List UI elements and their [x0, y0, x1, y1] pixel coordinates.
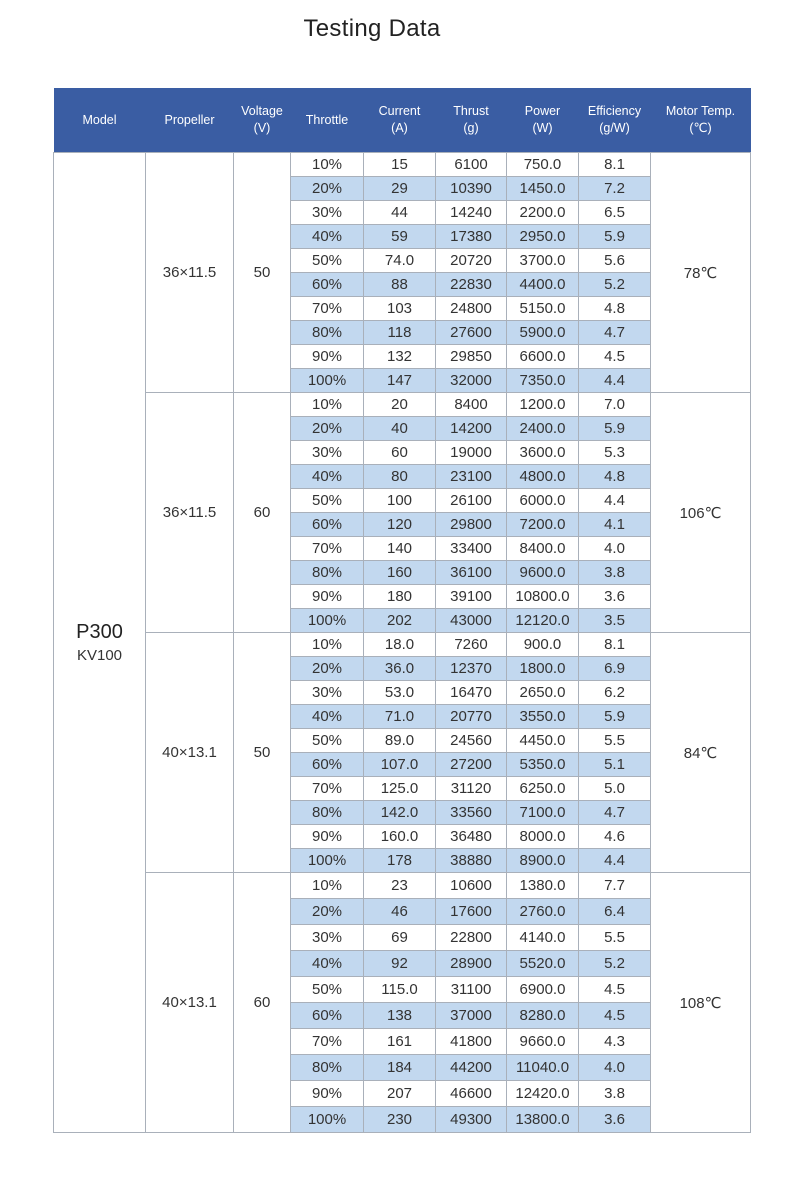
thrust-cell: 24560	[436, 729, 507, 753]
power-cell: 2650.0	[507, 681, 579, 705]
testing-data-table	[53, 88, 751, 1133]
power-cell: 12120.0	[507, 609, 579, 633]
current-cell: 60	[364, 441, 436, 465]
current-cell: 29	[364, 177, 436, 201]
throttle-cell: 70%	[291, 537, 364, 561]
motor-temp-cell: 78℃	[651, 153, 751, 393]
throttle-cell: 90%	[291, 1081, 364, 1107]
power-cell: 10800.0	[507, 585, 579, 609]
efficiency-cell: 4.0	[579, 1055, 651, 1081]
throttle-cell: 80%	[291, 801, 364, 825]
thrust-cell: 29850	[436, 345, 507, 369]
power-cell: 1800.0	[507, 657, 579, 681]
thrust-cell: 24800	[436, 297, 507, 321]
current-cell: 103	[364, 297, 436, 321]
thrust-cell: 32000	[436, 369, 507, 393]
efficiency-cell: 4.1	[579, 513, 651, 537]
thrust-cell: 14240	[436, 201, 507, 225]
current-cell: 161	[364, 1029, 436, 1055]
thrust-cell: 33400	[436, 537, 507, 561]
efficiency-cell: 3.5	[579, 609, 651, 633]
throttle-cell: 100%	[291, 849, 364, 873]
efficiency-cell: 4.4	[579, 369, 651, 393]
throttle-cell: 40%	[291, 465, 364, 489]
throttle-cell: 20%	[291, 899, 364, 925]
thrust-cell: 16470	[436, 681, 507, 705]
efficiency-cell: 8.1	[579, 633, 651, 657]
current-cell: 46	[364, 899, 436, 925]
propeller-cell: 36×11.5	[146, 153, 234, 393]
model-cell	[54, 153, 146, 1133]
current-cell: 18.0	[364, 633, 436, 657]
efficiency-cell: 3.8	[579, 1081, 651, 1107]
throttle-cell: 80%	[291, 1055, 364, 1081]
power-cell: 4450.0	[507, 729, 579, 753]
thrust-cell: 46600	[436, 1081, 507, 1107]
current-cell: 118	[364, 321, 436, 345]
efficiency-cell: 5.9	[579, 417, 651, 441]
efficiency-cell: 5.1	[579, 753, 651, 777]
power-cell: 4140.0	[507, 925, 579, 951]
current-cell: 207	[364, 1081, 436, 1107]
efficiency-cell: 4.8	[579, 465, 651, 489]
page-title: Testing Data	[303, 15, 441, 42]
throttle-cell: 30%	[291, 201, 364, 225]
thrust-cell: 12370	[436, 657, 507, 681]
power-cell: 5150.0	[507, 297, 579, 321]
efficiency-cell: 4.8	[579, 297, 651, 321]
header-power: Power (W)	[507, 88, 579, 153]
efficiency-cell: 5.5	[579, 729, 651, 753]
current-cell: 80	[364, 465, 436, 489]
power-cell: 11040.0	[507, 1055, 579, 1081]
thrust-cell: 44200	[436, 1055, 507, 1081]
thrust-cell: 33560	[436, 801, 507, 825]
current-cell: 202	[364, 609, 436, 633]
voltage-cell: 50	[234, 633, 291, 873]
thrust-cell: 36480	[436, 825, 507, 849]
efficiency-cell: 4.4	[579, 489, 651, 513]
thrust-cell: 14200	[436, 417, 507, 441]
header-voltage: Voltage (V)	[234, 88, 291, 153]
throttle-cell: 70%	[291, 1029, 364, 1055]
propeller-cell: 40×13.1	[146, 873, 234, 1133]
thrust-cell: 22800	[436, 925, 507, 951]
current-cell: 20	[364, 393, 436, 417]
throttle-cell: 80%	[291, 561, 364, 585]
throttle-cell: 30%	[291, 681, 364, 705]
current-cell: 36.0	[364, 657, 436, 681]
current-cell: 180	[364, 585, 436, 609]
efficiency-cell: 4.5	[579, 345, 651, 369]
model-kv: KV100	[76, 646, 123, 664]
thrust-cell: 31120	[436, 777, 507, 801]
current-cell: 138	[364, 1003, 436, 1029]
current-cell: 89.0	[364, 729, 436, 753]
throttle-cell: 10%	[291, 633, 364, 657]
thrust-cell: 17600	[436, 899, 507, 925]
current-cell: 88	[364, 273, 436, 297]
efficiency-cell: 7.7	[579, 873, 651, 899]
power-cell: 3700.0	[507, 249, 579, 273]
thrust-cell: 17380	[436, 225, 507, 249]
throttle-cell: 30%	[291, 441, 364, 465]
thrust-cell: 26100	[436, 489, 507, 513]
current-cell: 115.0	[364, 977, 436, 1003]
thrust-cell: 27600	[436, 321, 507, 345]
power-cell: 1380.0	[507, 873, 579, 899]
thrust-cell: 36100	[436, 561, 507, 585]
current-cell: 140	[364, 537, 436, 561]
model-name: P300	[76, 620, 123, 643]
throttle-cell: 70%	[291, 297, 364, 321]
current-cell: 132	[364, 345, 436, 369]
throttle-cell: 10%	[291, 393, 364, 417]
current-cell: 53.0	[364, 681, 436, 705]
power-cell: 7100.0	[507, 801, 579, 825]
current-cell: 142.0	[364, 801, 436, 825]
throttle-cell: 100%	[291, 369, 364, 393]
throttle-cell: 100%	[291, 609, 364, 633]
power-cell: 2400.0	[507, 417, 579, 441]
power-cell: 8400.0	[507, 537, 579, 561]
power-cell: 8900.0	[507, 849, 579, 873]
throttle-cell: 90%	[291, 825, 364, 849]
current-cell: 100	[364, 489, 436, 513]
current-cell: 15	[364, 153, 436, 177]
throttle-cell: 20%	[291, 177, 364, 201]
throttle-cell: 70%	[291, 777, 364, 801]
current-cell: 40	[364, 417, 436, 441]
voltage-cell: 50	[234, 153, 291, 393]
power-cell: 4400.0	[507, 273, 579, 297]
motor-temp-cell: 106℃	[651, 393, 751, 633]
power-cell: 5520.0	[507, 951, 579, 977]
throttle-cell: 20%	[291, 657, 364, 681]
thrust-cell: 31100	[436, 977, 507, 1003]
current-cell: 107.0	[364, 753, 436, 777]
power-cell: 7350.0	[507, 369, 579, 393]
power-cell: 2760.0	[507, 899, 579, 925]
propeller-cell: 36×11.5	[146, 393, 234, 633]
efficiency-cell: 3.6	[579, 585, 651, 609]
power-cell: 8000.0	[507, 825, 579, 849]
efficiency-cell: 6.9	[579, 657, 651, 681]
throttle-cell: 20%	[291, 417, 364, 441]
power-cell: 750.0	[507, 153, 579, 177]
thrust-cell: 49300	[436, 1107, 507, 1133]
power-cell: 9600.0	[507, 561, 579, 585]
table-header-row	[54, 88, 751, 153]
current-cell: 178	[364, 849, 436, 873]
throttle-cell: 40%	[291, 705, 364, 729]
efficiency-cell: 4.3	[579, 1029, 651, 1055]
header-throttle: Throttle	[291, 88, 364, 153]
throttle-cell: 10%	[291, 873, 364, 899]
motor-temp-cell: 84℃	[651, 633, 751, 873]
thrust-cell: 37000	[436, 1003, 507, 1029]
thrust-cell: 20770	[436, 705, 507, 729]
current-cell: 125.0	[364, 777, 436, 801]
efficiency-cell: 3.6	[579, 1107, 651, 1133]
efficiency-cell: 5.9	[579, 705, 651, 729]
efficiency-cell: 4.7	[579, 321, 651, 345]
header-efficiency: Efficiency (g/W)	[579, 88, 651, 153]
throttle-cell: 60%	[291, 753, 364, 777]
throttle-cell: 100%	[291, 1107, 364, 1133]
table-body	[54, 153, 751, 1133]
header-current: Current (A)	[364, 88, 436, 153]
power-cell: 9660.0	[507, 1029, 579, 1055]
throttle-cell: 40%	[291, 951, 364, 977]
current-cell: 120	[364, 513, 436, 537]
power-cell: 2950.0	[507, 225, 579, 249]
power-cell: 6000.0	[507, 489, 579, 513]
current-cell: 160	[364, 561, 436, 585]
efficiency-cell: 6.2	[579, 681, 651, 705]
thrust-cell: 7260	[436, 633, 507, 657]
efficiency-cell: 4.7	[579, 801, 651, 825]
power-cell: 6250.0	[507, 777, 579, 801]
thrust-cell: 10390	[436, 177, 507, 201]
efficiency-cell: 6.4	[579, 899, 651, 925]
power-cell: 5350.0	[507, 753, 579, 777]
throttle-cell: 40%	[291, 225, 364, 249]
efficiency-cell: 5.6	[579, 249, 651, 273]
throttle-cell: 10%	[291, 153, 364, 177]
throttle-cell: 90%	[291, 345, 364, 369]
throttle-cell: 50%	[291, 489, 364, 513]
current-cell: 160.0	[364, 825, 436, 849]
propeller-cell: 40×13.1	[146, 633, 234, 873]
current-cell: 147	[364, 369, 436, 393]
throttle-cell: 80%	[291, 321, 364, 345]
thrust-cell: 39100	[436, 585, 507, 609]
efficiency-cell: 4.0	[579, 537, 651, 561]
efficiency-cell: 7.2	[579, 177, 651, 201]
thrust-cell: 27200	[436, 753, 507, 777]
current-cell: 23	[364, 873, 436, 899]
power-cell: 1450.0	[507, 177, 579, 201]
power-cell: 13800.0	[507, 1107, 579, 1133]
power-cell: 900.0	[507, 633, 579, 657]
power-cell: 6600.0	[507, 345, 579, 369]
throttle-cell: 60%	[291, 1003, 364, 1029]
thrust-cell: 28900	[436, 951, 507, 977]
current-cell: 230	[364, 1107, 436, 1133]
table-row	[54, 393, 751, 417]
power-cell: 3600.0	[507, 441, 579, 465]
throttle-cell: 60%	[291, 273, 364, 297]
throttle-cell: 50%	[291, 729, 364, 753]
throttle-cell: 90%	[291, 585, 364, 609]
thrust-cell: 20720	[436, 249, 507, 273]
power-cell: 5900.0	[507, 321, 579, 345]
efficiency-cell: 5.3	[579, 441, 651, 465]
current-cell: 92	[364, 951, 436, 977]
efficiency-cell: 5.0	[579, 777, 651, 801]
efficiency-cell: 7.0	[579, 393, 651, 417]
efficiency-cell: 4.4	[579, 849, 651, 873]
table-row	[54, 153, 751, 177]
thrust-cell: 6100	[436, 153, 507, 177]
current-cell: 69	[364, 925, 436, 951]
thrust-cell: 8400	[436, 393, 507, 417]
efficiency-cell: 5.9	[579, 225, 651, 249]
throttle-cell: 60%	[291, 513, 364, 537]
voltage-cell: 60	[234, 393, 291, 633]
power-cell: 12420.0	[507, 1081, 579, 1107]
power-cell: 1200.0	[507, 393, 579, 417]
power-cell: 6900.0	[507, 977, 579, 1003]
efficiency-cell: 4.5	[579, 1003, 651, 1029]
header-motor-temp: Motor Temp. (℃)	[651, 88, 751, 153]
header-thrust: Thrust (g)	[436, 88, 507, 153]
table-row	[54, 633, 751, 657]
current-cell: 59	[364, 225, 436, 249]
header-model: Model	[54, 88, 146, 153]
current-cell: 44	[364, 201, 436, 225]
power-cell: 4800.0	[507, 465, 579, 489]
throttle-cell: 50%	[291, 249, 364, 273]
motor-temp-cell: 108℃	[651, 873, 751, 1133]
thrust-cell: 22830	[436, 273, 507, 297]
power-cell: 3550.0	[507, 705, 579, 729]
table-row	[54, 873, 751, 899]
throttle-cell: 30%	[291, 925, 364, 951]
efficiency-cell: 5.2	[579, 951, 651, 977]
thrust-cell: 43000	[436, 609, 507, 633]
efficiency-cell: 4.5	[579, 977, 651, 1003]
efficiency-cell: 6.5	[579, 201, 651, 225]
efficiency-cell: 3.8	[579, 561, 651, 585]
throttle-cell: 50%	[291, 977, 364, 1003]
efficiency-cell: 5.5	[579, 925, 651, 951]
thrust-cell: 29800	[436, 513, 507, 537]
efficiency-cell: 8.1	[579, 153, 651, 177]
thrust-cell: 38880	[436, 849, 507, 873]
header-propeller: Propeller	[146, 88, 234, 153]
thrust-cell: 10600	[436, 873, 507, 899]
efficiency-cell: 5.2	[579, 273, 651, 297]
voltage-cell: 60	[234, 873, 291, 1133]
power-cell: 7200.0	[507, 513, 579, 537]
thrust-cell: 23100	[436, 465, 507, 489]
current-cell: 71.0	[364, 705, 436, 729]
current-cell: 74.0	[364, 249, 436, 273]
thrust-cell: 19000	[436, 441, 507, 465]
thrust-cell: 41800	[436, 1029, 507, 1055]
current-cell: 184	[364, 1055, 436, 1081]
power-cell: 2200.0	[507, 201, 579, 225]
efficiency-cell: 4.6	[579, 825, 651, 849]
power-cell: 8280.0	[507, 1003, 579, 1029]
